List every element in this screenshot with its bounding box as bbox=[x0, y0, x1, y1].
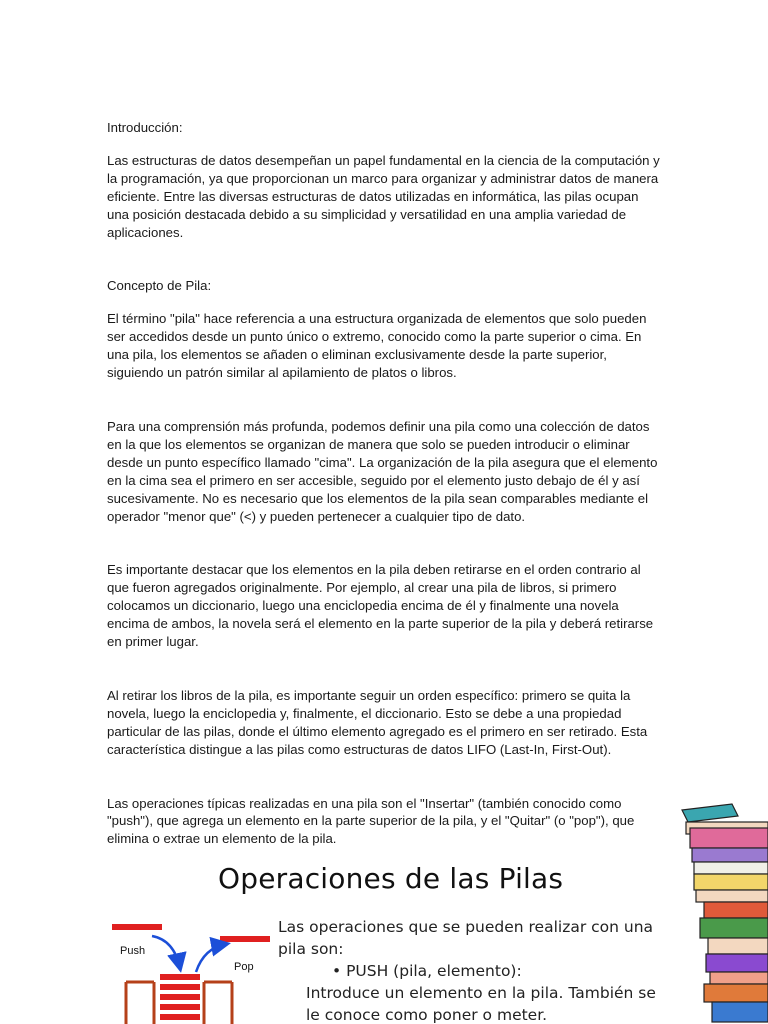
slide-image bbox=[104, 858, 664, 1024]
pop-label: Pop bbox=[234, 961, 254, 973]
slide-bullet: • PUSH (pila, elemento): bbox=[332, 962, 522, 980]
operations-paragraph: Las operaciones típicas realizadas en una pila son el "Insertar" (también conocido como "push"), que agrega un elemento en la parte superior de la pila, y el "Quitar" (o "pop"), que elimina o extrae un elemento de la pila. bbox=[107, 795, 635, 847]
concept-paragraph: El término "pila" hace referencia a una estructura organizada de elementos que solo pueden ser accedidos desde un punto único o extremo, conocido como la parte superior o cima. En una pila, los elementos se añaden o eliminan exclusivamente desde la parte superior, siguiendo un patrón similar al apilamiento de platos o libros. bbox=[107, 311, 647, 381]
slide-body bbox=[278, 916, 658, 1024]
intro-paragraph: Las estructuras de datos desempeñan un papel fundamental en la ciencia de la computación y la programación, ya que proporcionan un marco para organizar y administrar datos de manera eficiente. Entre las diversas estructuras de datos utilizadas en informática, las pilas ocupan una posición destacada debido a su simplicidad y versatilidad en una amplia variedad de aplicaciones. bbox=[107, 152, 660, 240]
concept-heading: Concepto de Pila: bbox=[107, 278, 212, 294]
push-arrow bbox=[152, 936, 180, 968]
slide-title: Operaciones de las Pilas bbox=[218, 862, 564, 895]
slide-description: Introduce un elemento en la pila. También se le conoce como poner o meter. bbox=[306, 984, 656, 1024]
slide-intro: Las operaciones que se pueden realizar con una pila son: bbox=[278, 918, 654, 958]
definition-paragraph: Para una comprensión más profunda, podemos definir una pila como una colección de datos en la que los elementos se organizan de manera que solo se pueden introducir o eliminar desde un punto específico llamado "cima". La organización de la pila asegura que el elemento en la cima sea el primero en ser accesible, seguido por el elemento justo debajo de él y así sucesivamente. No es necesario que los elementos de la pila sean comparables mediante el operador "menor que" (<) y pueden pertenecer a cualquier tipo de dato. bbox=[107, 418, 658, 524]
push-element bbox=[112, 924, 162, 930]
intro-heading: Introducción: bbox=[107, 120, 183, 135]
pop-element bbox=[220, 936, 270, 942]
book-top bbox=[682, 804, 738, 822]
lifo-paragraph: Al retirar los libros de la pila, es importante seguir un orden específico: primero se quita la novela, luego la enciclopedia y, finalmente, el diccionario. Esto se debe a una propiedad particular de las pilas, donde el último elemento agregado es el primero en ser retirado. Esta característica distingue a las pilas como estructuras de datos LIFO (Last-In, First-Out). bbox=[107, 687, 648, 757]
push-label: Push bbox=[120, 945, 146, 957]
pop-arrow bbox=[196, 944, 226, 972]
document-body bbox=[107, 119, 663, 848]
order-paragraph: Es importante destacar que los elementos en la pila deben retirarse en el orden contrario al que fueron agregados originalmente. Por ejemplo, al crear una pila de libros, si primero colocamos un diccionario, luego una enciclopedia encima de él y finalmente una novela encima de ambos, la novela será el elemento en la parte superior de la pila y deberá retirarse en primer lugar. bbox=[107, 562, 654, 650]
books-stack-illustration bbox=[680, 800, 768, 1024]
stack-diagram bbox=[104, 918, 274, 1024]
